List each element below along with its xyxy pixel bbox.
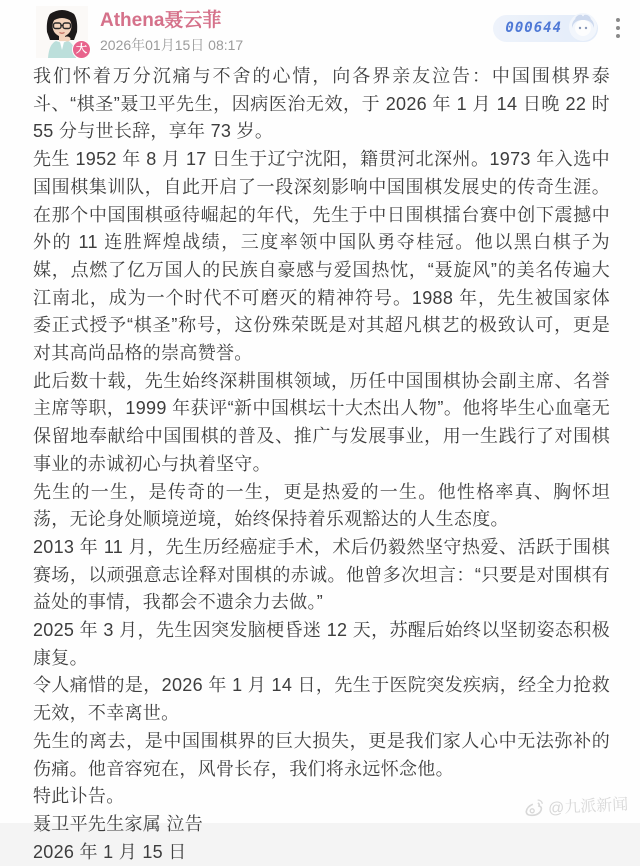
counter-avatar-icon bbox=[568, 12, 598, 42]
vip-badge: 大 bbox=[72, 40, 91, 59]
visitor-counter-badge bbox=[493, 15, 598, 42]
post-paragraph: 我们怀着万分沉痛与不舍的心情，向各界亲友泣告：中国围棋界泰斗、“棋圣”聂卫平先生，因病医治无效，于 2026 年 1 月 14 日晚 22 时 55 分与世长辞，享年 73 岁。 bbox=[33, 66, 610, 142]
post-header bbox=[0, 0, 640, 58]
post-paragraph: 先生 1952 年 8 月 17 日生于辽宁沈阳，籍贯河北深州。1973 年入选中国围棋集训队，自此开启了一段深刻影响中国围棋发展史的传奇生涯。在那个中国围棋亟待崛起的年代，先生于中日围棋擂台赛中创下震撼中外的 11 连胜辉煌战绩，三度率领中国队勇夺桂冠。他以黑白棋子为媒，点燃了亿万国人的民族自豪感与爱国热忱，“聂旋风”的美名传遍大江南北，成为一个时代不可磨灭的精神符号。1988 年，先生被国家体委正式授予“棋圣”称号，这份殊荣既是对其超凡棋艺的极致认可，更是对其高尚品格的崇高赞誉。 bbox=[33, 149, 610, 364]
header-right bbox=[493, 6, 626, 42]
post-paragraph: 令人痛惜的是，2026 年 1 月 14 日，先生于医院突发疾病，经全力抢救无效，不幸离世。 bbox=[33, 675, 610, 724]
post-date: 2026年01月15日 08:17 bbox=[100, 37, 244, 53]
post-paragraph: 2026 年 1 月 15 日 bbox=[33, 841, 187, 862]
post-content bbox=[0, 58, 640, 866]
avatar[interactable] bbox=[36, 6, 88, 58]
post-paragraph: 2013 年 11 月，先生历经癌症手术，术后仍毅然坚守热爱、活跃于围棋赛场，以顽强意志诠释对围棋的赤诚。他曾多次坦言：“只要是对围棋有益处的事情，我都会不遗余力去做。” bbox=[33, 536, 610, 613]
watermark-text: @九派新闻 bbox=[547, 796, 629, 818]
post-paragraph: 聂卫平先生家属 泣告 bbox=[33, 813, 203, 834]
post-paragraph: 先生的一生，是传奇的一生，更是热爱的一生。他性格率真、胸怀坦荡，无论身处顺境逆境，始终保持着乐观豁达的人生态度。 bbox=[33, 481, 610, 530]
post-paragraph: 此后数十载，先生始终深耕围棋领域，历任中国围棋协会副主席、名誉主席等职，1999 年获评“新中国棋坛十大杰出人物”。他将毕生心血毫无保留地奉献给中国围棋的普及、推广与发展事业，用一生践行了对围棋事业的赤诚初心与执着坚守。 bbox=[33, 370, 610, 474]
weibo-logo-icon bbox=[523, 798, 544, 817]
username[interactable]: Athena聂云菲 bbox=[100, 10, 222, 31]
visitor-count: 000644 bbox=[505, 20, 562, 36]
post-paragraph: 2025 年 3 月，先生因突发脑梗昏迷 12 天，苏醒后始终以坚韧姿态积极康复。 bbox=[33, 620, 610, 668]
post-paragraph: 特此讣告。 bbox=[33, 786, 125, 807]
more-options-icon[interactable] bbox=[610, 14, 626, 42]
post-paragraph: 先生的离去，是中国围棋界的巨大损失，更是我们家人心中无法弥补的伤痛。他音容宛在，风骨长存，我们将永远怀念他。 bbox=[33, 730, 610, 779]
user-meta bbox=[100, 6, 493, 55]
